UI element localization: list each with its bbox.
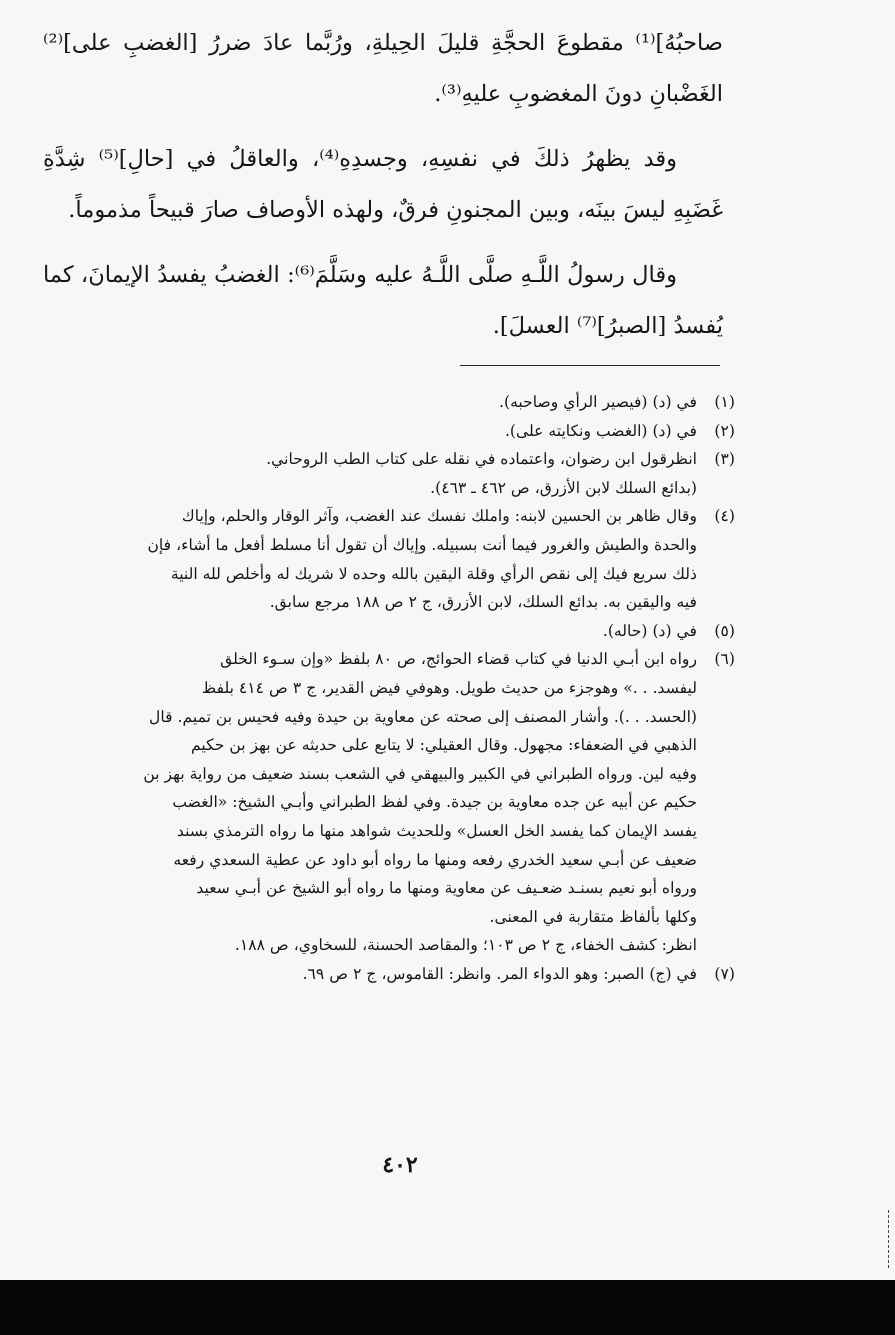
- footnote-line: والحدة والطيش والغرور فيما أنت بسبيله. وإياك أن تقول أنا مسلط أفعل ما أشاء، فإن: [147, 535, 697, 554]
- footnotes: [45, 388, 735, 988]
- body-paragraph-3: وقال رسولُ اللَّـهِ صلَّى اللَّـهُ عليه وسَلَّمَ⁽⁶⁾: الغضبُ يفسدُ الإيمانَ، كما يُفسدُ [الصبرُ]⁽⁷⁾ العسلَ].: [43, 262, 723, 339]
- footnote-number: (٥): [714, 621, 735, 640]
- footnote-line: حكيم عن أبيه عن جده معاوية بن جيدة. وفي لفظ الطبراني وأبـي الشيخ: «الغضب: [172, 793, 697, 812]
- footnote-line: الذهبي في الضعفاء: مجهول. وقال العقيلي: لا يتابع على حديثه عن بهز بن حكيم: [191, 736, 697, 755]
- footnote-7: [45, 960, 735, 989]
- footnote-number: (٦): [714, 650, 735, 669]
- footnote-6: [45, 645, 735, 960]
- footnote-3: [45, 445, 735, 502]
- body-paragraph-1: صاحبُهُ]⁽¹⁾ مقطوعَ الحجَّةِ قليلَ الحِيلةِ، ورُبَّما عادَ ضررُ [الغضبِ على]⁽²⁾ الغَضْبانِ دونَ المغضوبِ عليهِ⁽³⁾.: [43, 30, 723, 107]
- footnote-number: (١): [714, 393, 735, 411]
- footnote-line: ضعيف عن أبـي سعيد الخدري رفعه ومنها ما رواه أبو داود عن عطية السعدي رفعه: [173, 850, 697, 869]
- footnote-line: في (د) (الغضب ونكايته على).: [504, 421, 697, 440]
- footnote-5: [45, 617, 735, 646]
- footnote-line: (بدائع السلك لابن الأزرق، ص ٤٦٢ ـ ٤٦٣).: [430, 478, 697, 497]
- footnote-line: يفسد الإيمان كما يفسد الخل العسل» وللحديث شواهد منها ما رواه الترمذي بسند: [176, 821, 697, 840]
- footnote-number: (٤): [714, 507, 735, 526]
- footnote-line: في (د) (حاله).: [602, 621, 697, 640]
- footnote-line: في (د) (فيصير الرأي وصاحبه).: [499, 393, 697, 411]
- page-number: ٤٠٢: [382, 1152, 418, 1178]
- footnote-line: رواه ابن أبـي الدنيا في كتاب قضاء الحوائج، ص ٨٠ بلفظ «وإن سـوء الخلق: [220, 650, 697, 669]
- scan-edge-mark: [888, 1210, 893, 1268]
- footnote-line: ورواه أبو نعيم بسنـد ضعـيف عن معاوية ومنها ما رواه أبو الشيخ عن أبـي سعيد: [196, 879, 697, 898]
- footnote-2: [45, 417, 735, 446]
- footnote-line: انظر: كشف الخفاء، ج ٢ ص ١٠٣؛ والمقاصد الحسنة، للسخاوي، ص ١٨٨.: [234, 936, 697, 955]
- footnote-line: انظرقول ابن رضوان، واعتماده في نقله على كتاب الطب الروحاني.: [266, 450, 697, 469]
- footnote-line: وفيه لين. ورواه الطبراني في الكبير والبيهقي في الشعب بسند ضعيف من رواية بهز بن: [143, 764, 697, 783]
- footnote-line: (الحسد. . .). وأشار المصنف إلى صحته عن معاوية بن حيدة وفيه فحيس بن تميم. قال: [149, 707, 697, 726]
- footnote-separator: [460, 365, 720, 366]
- main-text: [43, 18, 723, 352]
- footnote-number: (٧): [714, 964, 735, 983]
- scan-bottom-border: [0, 1280, 895, 1335]
- footnote-number: (٣): [714, 450, 735, 469]
- footnote-number: (٢): [714, 421, 735, 440]
- footnote-line: وكلها بألفاظ متقاربة في المعنى.: [489, 907, 697, 926]
- footnote-line: فيه واليقين به. بدائع السلك، لابن الأزرق، ج ٢ ص ١٨٨ مرجع سابق.: [269, 593, 697, 612]
- footnote-1: [45, 388, 735, 417]
- footnote-4: [45, 502, 735, 616]
- footnote-line: في (ج) الصبر: وهو الدواء المر. وانظر: القاموس، ج ٢ ص ٦٩.: [302, 964, 697, 983]
- footnote-line: ليفسد. . .» وهوجزء من حديث طويل. وهوفي فيض القدير، ج ٣ ص ٤١٤ بلفظ: [201, 678, 697, 697]
- footnote-line: وقال ظاهر بن الحسين لابنه: واملك نفسك عند الغضب، وآثر الوقار والحلم، وإياك: [181, 507, 697, 526]
- body-paragraph-2: وقد يظهرُ ذلكَ في نفسِهِ، وجسدِهِ⁽⁴⁾، والعاقلُ في [حالِ]⁽⁵⁾ شِدَّةِ غَضَبِهِ ليسَ بينَه، وبين المجنونِ فرقٌ، ولهذه الأوصاف صارَ قبيحاً مذموماً.: [43, 146, 723, 223]
- footnote-line: ذلك سريع فيك إلى نقص الرأي وقلة اليقين بالله وحده لا شريك له وأخلص لله النية: [170, 564, 697, 583]
